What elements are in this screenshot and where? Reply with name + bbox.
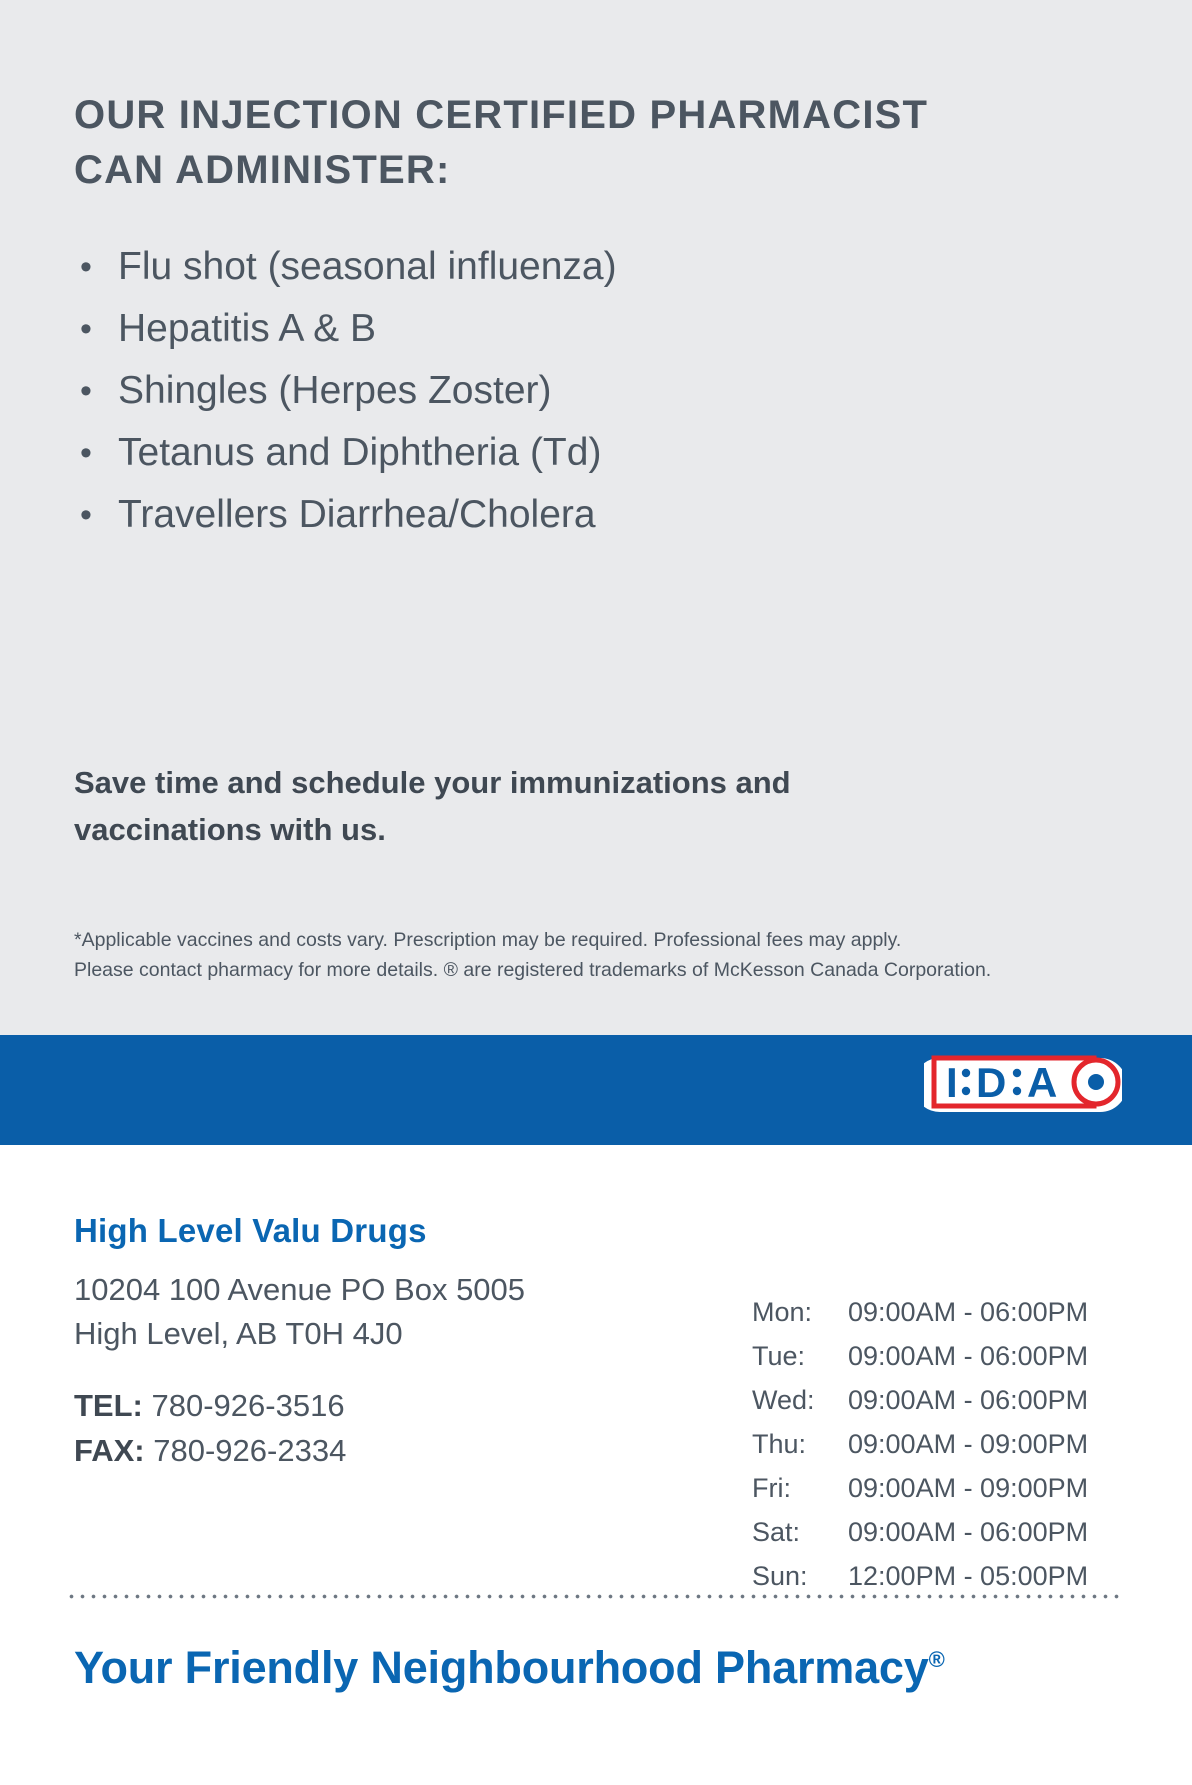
address-line-2: High Level, AB T0H 4J0: [74, 1316, 403, 1352]
disclaimer-line-1: *Applicable vaccines and costs vary. Prescription may be required. Professional fees may apply.: [74, 929, 902, 951]
tagline-text: Your Friendly Neighbourhood Pharmacy: [74, 1642, 929, 1693]
divider: [66, 1594, 1124, 1599]
disclaimer: [74, 925, 1119, 985]
list-item: [74, 422, 974, 484]
hours-day: Tue:: [752, 1341, 806, 1371]
hours-time: 09:00AM - 09:00PM: [848, 1429, 1089, 1459]
store-address: [74, 1268, 694, 1356]
list-item: [74, 236, 974, 298]
list-item-label: Hepatitis A & B: [118, 307, 376, 350]
list-item-label: Shingles (Herpes Zoster): [118, 369, 552, 412]
hours-time: 09:00AM - 09:00PM: [848, 1473, 1089, 1503]
list-item: [74, 360, 974, 422]
list-item: [74, 484, 974, 546]
hours-day: Sat:: [752, 1517, 801, 1547]
ida-logo-icon: [924, 1046, 1122, 1128]
hours-row: [752, 1554, 1152, 1598]
hours-row: [752, 1510, 1152, 1554]
store-hours: [752, 1290, 1152, 1598]
list-item-label: Flu shot (seasonal influenza): [118, 245, 617, 288]
vaccine-list: [74, 236, 974, 546]
registered-mark: ®: [928, 1647, 945, 1672]
hours-row: [752, 1290, 1152, 1334]
svg-text:I: I: [946, 1059, 958, 1106]
fax-row: [74, 1429, 694, 1474]
hours-row: [752, 1334, 1152, 1378]
fax-label: FAX:: [74, 1432, 145, 1468]
telephone-value: 780-926-3516: [151, 1388, 345, 1423]
contact-block: [74, 1384, 694, 1474]
list-item-label: Travellers Diarrhea/Cholera: [118, 493, 596, 536]
svg-text:A: A: [1027, 1059, 1058, 1106]
hours-day: Fri:: [752, 1473, 791, 1503]
hours-time: 12:00PM - 05:00PM: [848, 1561, 1089, 1591]
fax-value: 780-926-2334: [153, 1432, 347, 1468]
hours-day: Thu:: [752, 1429, 807, 1459]
hours-day: Mon:: [752, 1297, 813, 1327]
bullet-icon: •: [80, 310, 92, 348]
bullet-icon: •: [80, 434, 92, 472]
disclaimer-line-2: Please contact pharmacy for more details. ® are registered trademarks of McKesson Canada Corporation.: [74, 959, 992, 982]
bullet-icon: •: [80, 372, 92, 410]
hours-time: 09:00AM - 06:00PM: [848, 1385, 1089, 1415]
address-line-1: 10204 100 Avenue PO Box 5005: [74, 1272, 526, 1307]
hours-row: [752, 1466, 1152, 1510]
telephone-row: [74, 1384, 694, 1429]
hours-time: 09:00AM - 06:00PM: [848, 1297, 1089, 1327]
hours-day: Sun:: [752, 1561, 808, 1591]
hours-day: Wed:: [752, 1385, 815, 1415]
hours-row: [752, 1378, 1152, 1422]
list-item-label: Tetanus and Diphtheria (Td): [118, 431, 602, 474]
hours-time: 09:00AM - 06:00PM: [848, 1341, 1089, 1371]
telephone-label: TEL:: [74, 1388, 143, 1423]
store-name: High Level Valu Drugs: [74, 1212, 427, 1249]
hours-row: [752, 1422, 1152, 1466]
page-title: OUR INJECTION CERTIFIED PHARMACIST CAN ADMINISTER:: [74, 93, 929, 193]
tagline: [74, 1642, 945, 1694]
svg-text:D: D: [976, 1059, 1007, 1106]
list-item: [74, 298, 974, 360]
bullet-icon: •: [80, 248, 92, 286]
bullet-icon: •: [80, 496, 92, 534]
hours-time: 09:00AM - 06:00PM: [848, 1517, 1089, 1547]
save-time-message: Save time and schedule your immunizations and vaccinations with us.: [74, 765, 791, 847]
